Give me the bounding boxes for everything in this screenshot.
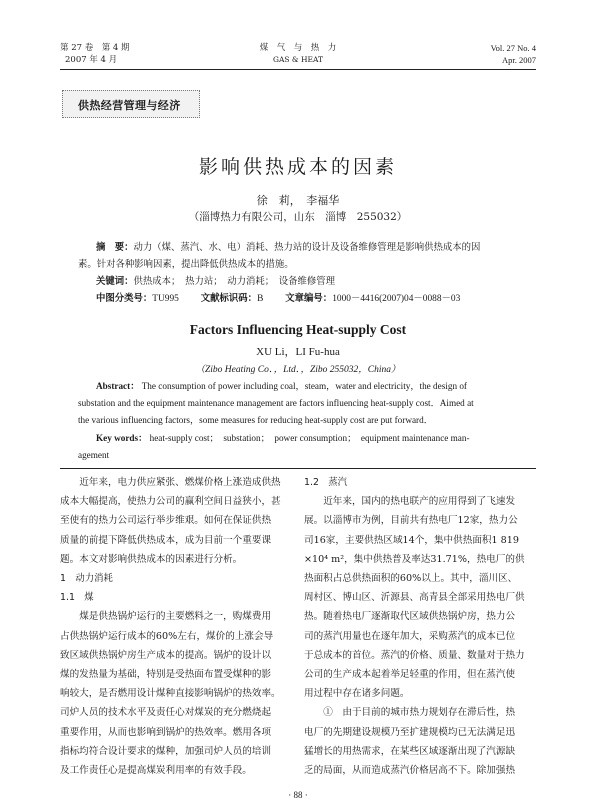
item1-line: 猛增长的用热需求，在某些区域逐渐出现了汽源缺 <box>304 745 516 757</box>
abstract-cn-line2: 素。针对各种影响因素，提出降低供热成本的措施。 <box>78 259 294 270</box>
steam-line: 公司的生产成本起着举足轻重的作用，但在蒸汽使 <box>304 669 516 681</box>
section-heading-1-1: 1.1 煤 <box>60 592 94 604</box>
coal-line: 煤是供热锅炉运行的主要燃料之一，购煤费用 <box>79 611 272 623</box>
right-column <box>304 473 536 780</box>
abstract-en-label: Abstract： <box>96 381 140 391</box>
keywords-cn-text: 供热成本； 热力站； 动力消耗； 设备维修管理 <box>133 276 336 287</box>
article-number: 1000－4416(2007)04－0088－03 <box>332 294 461 304</box>
abstract-en-line1: The consumption of power including coal，steam，water and electricity，the design of <box>141 381 467 391</box>
coal-line: 占供热锅炉运行成本的60%左右，煤价的上涨会导 <box>60 630 274 642</box>
coal-line: 响较大，是否燃用设计煤种直接影响锅炉的热效率。 <box>60 688 281 700</box>
abstract-en-line2: substation and the equipment maintenance management are factors influencing heat-supply cost．Aimed at <box>78 398 474 408</box>
header-volume: 第 27 卷 第 4 期 <box>60 43 130 53</box>
steam-line: 展。以淄博市为例，目前共有热电厂12家，热力公 <box>304 515 518 527</box>
keywords-en-line1: heat-supply cost； substation； power consumption； equipment maintenance man- <box>149 433 470 443</box>
abstract-cn-label: 摘 要： <box>96 242 134 253</box>
header-date: 2007 年 4 月 <box>65 55 118 65</box>
keywords-en-line2: agement <box>78 450 110 460</box>
intro-line: 至使有的热力公司运行举步维艰。如何在保证供热 <box>60 515 272 527</box>
authors-en: XU Li，LI Fu-hua <box>256 346 340 358</box>
doc-code-label: 文献标识码： <box>200 293 258 304</box>
coal-line: 致区域供热锅炉房生产成本的提高。锅炉的设计以 <box>60 649 272 661</box>
intro-line: 近年来，电力供应紧张、燃煤价格上涨造成供热 <box>79 477 281 488</box>
steam-line: 周村区、博山区、沂源县、高青县全部采用热电厂供 <box>304 592 525 604</box>
abstract-en-line3: the various influencing factors，some measures for reducing heat-supply cost are put forward． <box>78 415 433 425</box>
header-center <box>248 42 348 66</box>
keywords-en-label: Key words： <box>96 433 148 443</box>
header-right <box>491 42 536 66</box>
intro-line: 成本大幅提高，使热力公司的赢利空间日益狭小，甚 <box>60 496 281 508</box>
steam-line: 司16家，主要供热区域14个，集中供热面积1 819 <box>304 534 519 546</box>
clc-label: 中图分类号： <box>96 293 153 304</box>
coal-line: 指标均符合设计要求的煤种，加强司炉人员的培训 <box>60 745 272 757</box>
column-label: 供热经营管理与经济 <box>78 99 181 112</box>
item1-line: 电厂的先期建设规模乃至扩建规模均已无法满足迅 <box>304 726 516 738</box>
page-number: · 88 · <box>288 790 308 800</box>
coal-line: 重要作用，从而也影响到锅炉的热效率。燃用各项 <box>60 726 272 738</box>
steam-line: ×10⁴ m²，集中供热普及率达31.71%，热电厂的供 <box>304 553 525 565</box>
section-heading-1: 1 动力消耗 <box>60 573 113 585</box>
keywords-cn-label: 关键词： <box>96 276 134 287</box>
coal-line: 及工作责任心是提高煤炭利用率的有效手段。 <box>60 765 252 777</box>
abstract-en <box>96 378 467 395</box>
coal-line: 煤的发热量为基础，特别是受热面布置受煤种的影 <box>60 669 272 681</box>
abstract-cn-line1: 动力（煤、蒸汽、水、电）消耗、热力站的设计及设备维修管理是影响供热成本的因 <box>133 242 481 253</box>
item1-line: ① 由于目前的城市热力规划存在滞后性，热 <box>323 707 516 719</box>
keywords-cn <box>96 274 335 290</box>
steam-line: 热。随着热电厂逐渐取代区域供热锅炉房，热力公 <box>304 611 516 623</box>
intro-line: 质量的前提下降低供热成本，成为目前一个重要课 <box>60 534 272 546</box>
steam-line: 于总成本的首位。蒸汽的价格、质量、数量对于热力 <box>304 649 525 661</box>
steam-line: 热面积占总供热面积的60%以上。其中，淄川区、 <box>304 573 518 585</box>
coal-line: 司炉人员的技术水平及责任心对煤炭的充分燃烧起 <box>60 707 272 719</box>
body-rule <box>60 468 536 469</box>
steam-line: 司的蒸汽用量也在逐年加大，采购蒸汽的成本已位 <box>304 630 516 642</box>
header-journal-cn: 煤 气 与 热 力 <box>259 43 337 53</box>
abstract-cn-cont <box>78 257 294 273</box>
steam-line: 用过程中存在诸多问题。 <box>304 688 410 700</box>
article-number-label: 文章编号： <box>285 293 333 304</box>
classification-line <box>96 291 460 307</box>
header-left <box>60 42 130 66</box>
affiliation-en: （Zibo Heating Co．，Ltd．，Zibo 255032，China） <box>195 365 401 375</box>
header-journal-en: GAS & HEAT <box>272 55 323 64</box>
header-rule <box>60 69 536 70</box>
header-date-en: Apr. 2007 <box>502 55 536 65</box>
intro-line: 题。本文对影响供热成本的因素进行分析。 <box>60 553 243 565</box>
affiliation-cn: （淄博热力有限公司，山东 淄博 255032） <box>188 211 408 223</box>
paper-title-cn: 影响供热成本的因素 <box>198 156 397 178</box>
clc-code: TU995 <box>152 294 179 304</box>
keywords-en <box>96 430 470 447</box>
authors-cn: 徐 莉， 李福华 <box>256 194 340 207</box>
left-column <box>60 473 292 780</box>
section-heading-1-2: 1.2 蒸汽 <box>304 477 348 488</box>
steam-line: 近年来，国内的热电联产的应用得到了飞速发 <box>323 496 516 508</box>
paper-title-en: Factors Influencing Heat-supply Cost <box>189 322 407 337</box>
header-vol-en: Vol. 27 No. 4 <box>490 43 536 53</box>
abstract-cn <box>96 240 556 256</box>
item1-line: 乏的局面，从而造成蒸汽价格居高不下。除加强热 <box>304 765 516 777</box>
doc-code: B <box>257 294 264 304</box>
